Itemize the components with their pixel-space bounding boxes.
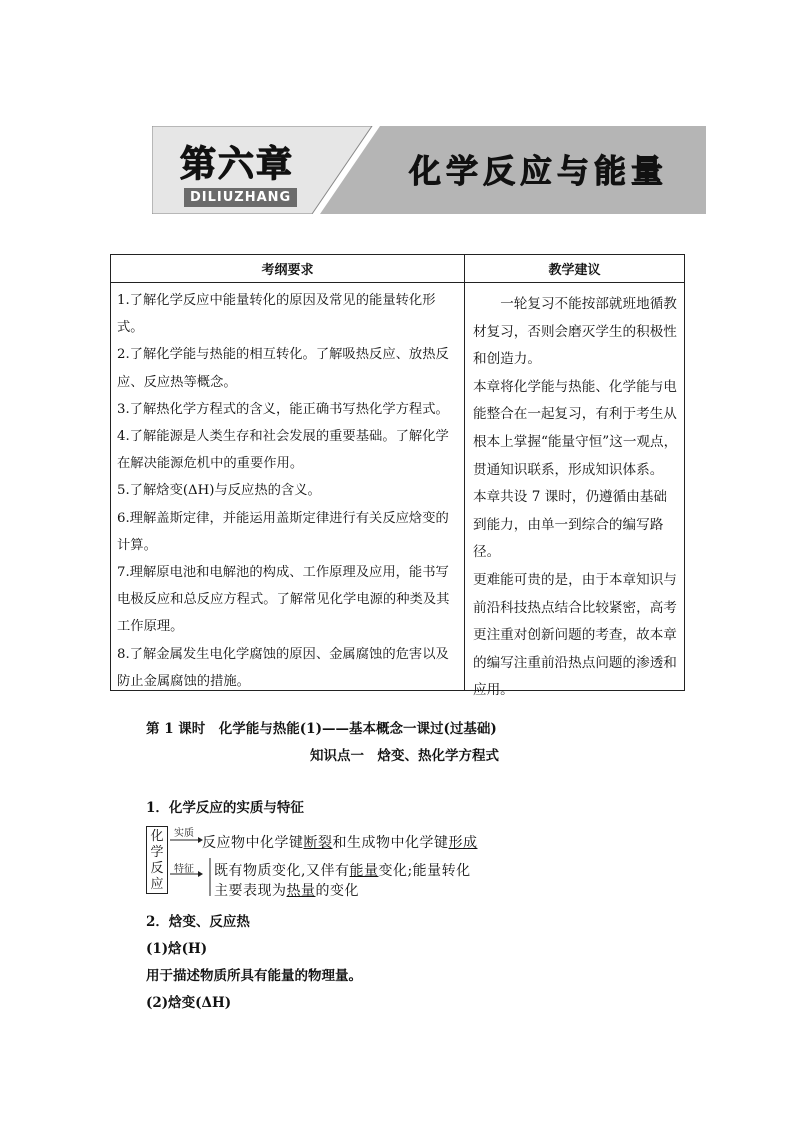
enthalpy-description: 用于描述物质所具有能量的物理量。 — [146, 968, 362, 984]
tag-essence: 实质 — [174, 828, 194, 839]
advice-cell — [465, 283, 684, 699]
box-char: 化 — [150, 829, 164, 844]
syllabus-table — [110, 254, 685, 699]
chapter-number: 第六章 — [180, 144, 295, 185]
requirement-item: 6.理解盖斯定律，并能运用盖斯定律进行有关反应焓变的计算。 — [117, 510, 449, 553]
subheading-enthalpy-change: (2)焓变(ΔH) — [146, 995, 232, 1011]
advice-item: 一轮复习不能按部就班地循教材复习，否则会磨灭学生的积极性和创造力。 — [473, 296, 677, 368]
text-part: 既有物质变化,又伴有 — [214, 863, 350, 879]
requirement-item: 8.了解金属发生电化学腐蚀的原因、金属腐蚀的危害以及防止金属腐蚀的措施。 — [117, 646, 449, 689]
requirement-item: 5.了解焓变(ΔH)与反应热的含义。 — [117, 483, 321, 499]
header-advice: 教学建议 — [548, 263, 601, 278]
advice-item: 更难能可贵的是，由于本章知识与前沿科技热点结合比较紧密，高考更注重对创新问题的考查，故本章的编写注重前沿热点问题的渗透和应用。 — [473, 571, 677, 699]
text-part: 主要表现为 — [214, 883, 287, 899]
essence-text — [202, 832, 478, 852]
underlined-term: 形成 — [448, 835, 478, 851]
underlined-term: 断裂 — [303, 835, 333, 851]
reaction-essence-diagram — [146, 822, 506, 900]
underlined-term: 能量 — [349, 863, 379, 879]
chapter-pinyin: DILIUZHANG — [184, 188, 297, 207]
requirement-item: 7.理解原电池和电解池的构成、工作原理及应用，能书写电极反应和总反应方程式。了解常见化学电源的种类及其工作原理。 — [117, 565, 450, 635]
requirement-item: 2.了解化学能与热能的相互转化。了解吸热反应、放热反应、反应热等概念。 — [117, 347, 449, 390]
knowledge-point-title: 知识点一 焓变、热化学方程式 — [310, 748, 499, 764]
feature-text-line2 — [214, 880, 359, 900]
requirement-item: 1.了解化学反应中能量转化的原因及常见的能量转化形式。 — [117, 293, 436, 336]
underlined-term: 热量 — [286, 883, 316, 899]
advice-item: 本章将化学能与热能、化学能与电能整合在一起复习，有利于考生从根本上掌握“能量守恒”这一观点，贯通知识联系，形成知识体系。 — [473, 378, 678, 478]
chapter-banner — [152, 126, 706, 214]
box-char: 反 — [150, 861, 164, 876]
section-heading-1: 1．化学反应的实质与特征 — [146, 800, 304, 816]
text-part: 和生成物中化学键 — [332, 835, 449, 851]
tag-feature: 特征 — [174, 864, 194, 875]
subheading-enthalpy: (1)焓(H) — [146, 941, 208, 957]
text-part: 变化;能量转化 — [378, 863, 471, 879]
requirements-cell — [111, 283, 465, 691]
chapter-title: 化学反应与能量 — [408, 152, 668, 190]
text-part: 的变化 — [315, 883, 359, 899]
box-char: 应 — [150, 877, 164, 892]
text-part: 反应物中化学键 — [202, 835, 304, 851]
lesson-title: 第 1 课时 化学能与热能(1)——基本概念一课过(过基础) — [146, 721, 497, 737]
table-body-row — [111, 283, 684, 699]
box-char: 学 — [150, 845, 164, 860]
section-heading-2: 2．焓变、反应热 — [146, 914, 250, 930]
feature-text-line1 — [214, 860, 471, 880]
advice-item: 本章共设 7 课时，仍遵循由基础到能力，由单一到综合的编写路径。 — [473, 489, 668, 561]
table-header-row — [111, 255, 684, 283]
header-requirements: 考纲要求 — [111, 255, 465, 282]
requirement-item: 3.了解热化学方程式的含义，能正确书写热化学方程式。 — [117, 401, 449, 417]
requirement-item: 4.了解能源是人类生存和社会发展的重要基础。了解化学在解决能源危机中的重要作用。 — [117, 429, 449, 472]
